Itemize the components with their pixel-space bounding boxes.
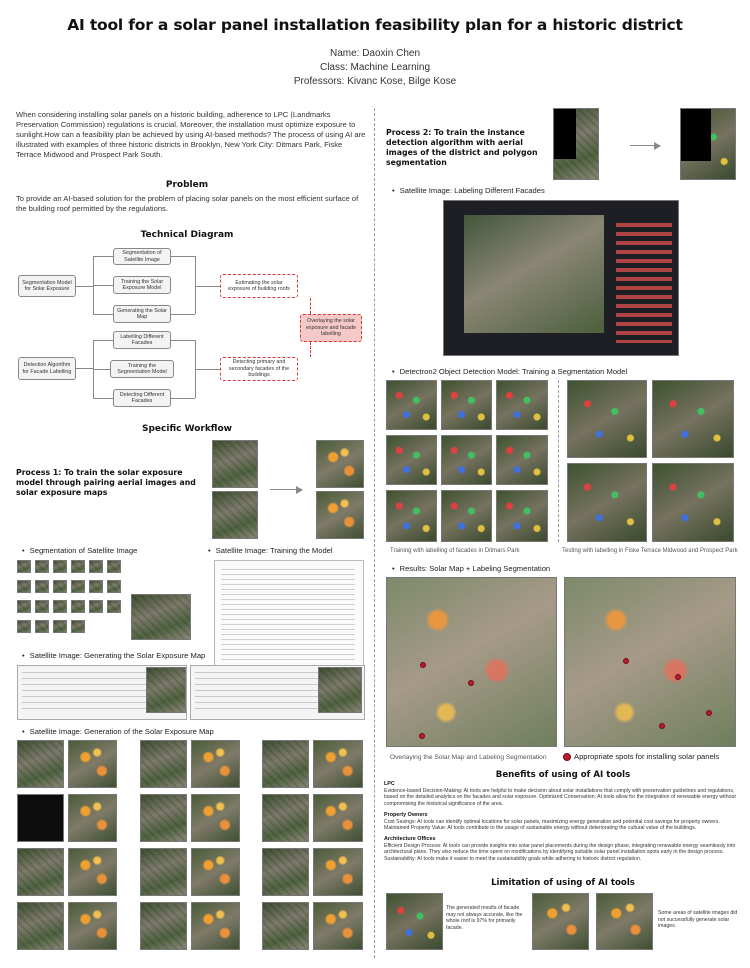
seg-tile xyxy=(53,620,67,633)
seg-tile xyxy=(107,600,121,613)
connector xyxy=(171,256,195,257)
connector xyxy=(93,285,113,286)
caption-testing: Testing with labelling in Fiske Terrace Midwood and Prospect Park xyxy=(562,548,738,554)
problem-text: To provide an AI-based solution for the problem of placing solar panels on the most efficient surface of the building roof permitted by the regulations. xyxy=(16,194,359,213)
diagram-step-2: Training the Solar Exposure Model xyxy=(113,276,171,294)
limitation-text-1: The generated results of facade may not always accurate, like the whole roof is 97% for primarily facade. xyxy=(446,905,523,932)
diagram-estimating: Estimating the solar exposure of building roofs xyxy=(220,274,298,298)
seg-tile xyxy=(53,560,67,573)
diagram-left-bottom: Detection Algorithm for Facade Labelling xyxy=(18,357,76,380)
seg-tile xyxy=(53,580,67,593)
connector xyxy=(310,298,311,314)
gen-grid-tile xyxy=(17,848,64,896)
solar-spot-marker xyxy=(623,658,629,664)
poster-title: AI tool for a solar panel installation feasibility plan for a historic district xyxy=(67,16,683,34)
process1-aerial-1 xyxy=(212,440,258,488)
training-notebook-screenshot xyxy=(214,560,364,672)
solar-spot-marker xyxy=(419,733,425,739)
masked-area xyxy=(681,109,711,161)
gen-grid-tile xyxy=(262,902,309,950)
gen-bullet: • Satellite Image: Generating the Solar Exposure Map xyxy=(22,651,205,660)
limitation-image-2 xyxy=(532,893,589,950)
gen-grid-tile xyxy=(68,848,117,896)
diagram-heading: Technical Diagram xyxy=(140,230,234,240)
connector xyxy=(310,342,311,357)
gen-grid-tile xyxy=(313,740,363,788)
professors: Professors: Kivanc Kose, Bilge Kose xyxy=(293,76,457,87)
workflow-heading: Specific Workflow xyxy=(142,424,232,434)
process2-heading: Process 2: To train the instance detection algorithm with aerial images of the district and polygon segmentation xyxy=(386,128,538,167)
process1-exposure-1 xyxy=(316,440,364,488)
seg-tile xyxy=(17,620,31,633)
limitation-heading: Limitation of using of AI tools xyxy=(491,878,635,888)
gen-grid-tile xyxy=(313,848,363,896)
class-name: Class: Machine Learning xyxy=(319,62,431,73)
limitation-text-2: Some areas of satellite images did not successfully generate solar images. xyxy=(658,910,738,930)
train-tile xyxy=(496,490,548,542)
connector xyxy=(93,369,110,370)
column-divider xyxy=(374,108,375,958)
connector xyxy=(195,286,220,287)
limitation-image-3 xyxy=(596,893,653,950)
connector xyxy=(195,369,220,370)
connector xyxy=(93,398,113,399)
diagram-step-1: Segmentation of Satellite Image xyxy=(113,248,171,265)
train-tile xyxy=(386,435,437,485)
connector xyxy=(76,286,93,287)
train-tile xyxy=(386,490,437,542)
author-name: Name: Daoxin Chen xyxy=(329,48,421,59)
diagram-detecting: Detecting primary and secondary facades of the buildings xyxy=(220,357,298,381)
caption-training: Training with labelling of facades in Ditmars Park xyxy=(390,548,520,554)
connector xyxy=(93,256,113,257)
problem-heading: Problem xyxy=(165,180,209,190)
diagram-step-6: Detecting Different Facades xyxy=(113,389,171,407)
gen-grid-tile xyxy=(313,794,363,842)
seg-tile xyxy=(71,600,85,613)
process2-arrow xyxy=(630,145,660,146)
train-bullet: • Satellite Image: Training the Model xyxy=(208,546,333,555)
gen-grid-tile xyxy=(68,740,117,788)
generation-bullet: • Satellite Image: Generation of the Solar Exposure Map xyxy=(22,727,214,736)
connector xyxy=(171,314,195,315)
seg-tile xyxy=(35,580,49,593)
limitation-image-1 xyxy=(386,893,443,950)
gen-grid-tile xyxy=(191,794,240,842)
seg-tile xyxy=(53,600,67,613)
seg-tile xyxy=(89,600,103,613)
result-map-1 xyxy=(386,577,557,747)
diagram-overlay: Overlaying the solar exposure and facade labelling xyxy=(300,314,362,342)
gen-output-2 xyxy=(318,667,362,713)
connector xyxy=(93,340,113,341)
benefit-owners-title: Property Owners xyxy=(384,811,428,818)
test-tile xyxy=(567,463,647,542)
result-map-2 xyxy=(564,577,736,747)
gen-output-1 xyxy=(146,667,186,713)
train-tile xyxy=(441,435,492,485)
gen-grid-tile xyxy=(262,794,309,842)
benefit-lpc-text: Evidence-based Decision-Making: AI tools are helpful to make decision about solar installations that comply with preservation guidelines and regulations, based on the detailed analytics on the facades and solar exposure. Optimized Conservation: AI tools allow for the integration of renewable energy without compromising the historical significance of the area. xyxy=(384,787,736,808)
solar-spot-marker xyxy=(468,680,474,686)
train-tile xyxy=(441,490,492,542)
seg-composite xyxy=(131,594,191,640)
seg-tile xyxy=(71,560,85,573)
solar-spot-marker xyxy=(675,674,681,680)
gen-grid-tile xyxy=(17,902,64,950)
seg-tile xyxy=(35,600,49,613)
labeling-tool-screenshot xyxy=(443,200,679,356)
benefit-lpc-title: LPC xyxy=(384,781,395,787)
train-tile xyxy=(441,380,492,430)
benefit-arch-text: Efficient Design Process: AI tools can provide insights into solar panel placements during the design phase, integrating renewable energy seamlessly into architectural plans. They also reduce the time spent on modifications by identifying suitable solar panel installation spots early in the design process. Sustainability: AI tools make it easier to meet the sustainability goals while adhering to historic district regulation. xyxy=(384,842,736,863)
seg-tile xyxy=(71,620,85,633)
masked-area xyxy=(554,109,576,159)
detectron-bullet: • Detectron2 Object Detection Model: Training a Segmentation Model xyxy=(392,367,627,376)
gen-grid-tile xyxy=(262,848,309,896)
test-tile xyxy=(652,380,734,458)
process1-heading: Process 1: To train the solar exposure model through pairing aerial images and solar exposure maps xyxy=(16,468,196,497)
seg-bullet: • Segmentation of Satellite Image xyxy=(22,546,137,555)
process2-aerial xyxy=(553,108,599,180)
diagram-step-3: Generating the Solar Map xyxy=(113,305,171,323)
red-dot-icon xyxy=(563,753,571,761)
seg-tile xyxy=(17,560,31,573)
train-tile xyxy=(496,435,548,485)
train-tile xyxy=(496,380,548,430)
diagram-left-top: Segmentation Model for Solar Exposure xyxy=(18,275,76,297)
process1-exposure-2 xyxy=(316,491,364,539)
seg-tile xyxy=(71,580,85,593)
connector xyxy=(195,256,196,314)
seg-tile xyxy=(107,580,121,593)
connector xyxy=(171,398,195,399)
benefits-heading: Benefits of using of AI tools xyxy=(495,770,631,780)
spots-legend-label: Appropriate spots for installing solar panels xyxy=(574,752,720,761)
gen-grid-tile xyxy=(191,902,240,950)
solar-spot-marker xyxy=(420,662,426,668)
test-tile xyxy=(652,463,734,542)
gen-grid-tile xyxy=(313,902,363,950)
spots-legend xyxy=(563,752,719,761)
benefit-arch-title: Architecture Offices xyxy=(384,835,436,842)
diagram-step-4: Labelling Different Facades xyxy=(113,331,171,349)
connector xyxy=(76,368,93,369)
seg-tile xyxy=(17,580,31,593)
process1-aerial-2 xyxy=(212,491,258,539)
diagram-step-5: Training the Segmentation Model xyxy=(110,360,174,378)
test-tile xyxy=(567,380,647,458)
process2-segmentation xyxy=(680,108,736,180)
gen-grid-tile xyxy=(68,794,117,842)
gen-grid-tile xyxy=(140,740,187,788)
benefits-body xyxy=(384,777,740,863)
caption-overlay: Overlaying the Solar Map and Labeling Segmentation xyxy=(390,754,547,761)
grid-separator xyxy=(558,380,559,542)
connector xyxy=(93,314,113,315)
seg-tile xyxy=(17,600,31,613)
intro-text: When considering installing solar panels on a historic building, adherence to LPC (Landmarks Preservation Commission) regulations is crucial. Moreover, the installation must optimize exposure to sunlight.How can a feasibility plan be achieved by using AI-based methods? The process of using AI are illustrated with examples of three historic districts in Brooklyn, New York City: Ditmars Park, Fiske Terrace Midwood and Prospect Park South. xyxy=(16,110,366,159)
seg-tile xyxy=(107,560,121,573)
results-bullet: • Results: Solar Map + Labeling Segmentation xyxy=(392,564,550,573)
seg-tile xyxy=(35,620,49,633)
gen-grid-tile xyxy=(191,848,240,896)
process1-arrow xyxy=(270,489,302,490)
gen-grid-tile xyxy=(191,740,240,788)
gen-grid-tile xyxy=(140,848,187,896)
gen-grid-tile xyxy=(17,794,64,842)
gen-grid-tile xyxy=(140,902,187,950)
gen-grid-tile xyxy=(68,902,117,950)
gen-grid-tile xyxy=(140,794,187,842)
solar-spot-marker xyxy=(706,710,712,716)
gen-grid-tile xyxy=(262,740,309,788)
seg-tile xyxy=(89,560,103,573)
solar-spot-marker xyxy=(659,723,665,729)
connector xyxy=(171,340,195,341)
gen-grid-tile xyxy=(17,740,64,788)
benefit-owners-text: Cost Savings: AI tools can identify optimal locations for solar panels, maximizing energy generation and potential cost savings for property owners. Maintained Property Value: AI tools contribute to the usage of sustainable energy without deteriorating the cultural value of the buildings. xyxy=(384,818,720,832)
seg-tile xyxy=(35,560,49,573)
label-bullet: • Satellite Image: Labeling Different Facades xyxy=(392,186,545,195)
seg-tile xyxy=(89,580,103,593)
train-tile xyxy=(386,380,437,430)
